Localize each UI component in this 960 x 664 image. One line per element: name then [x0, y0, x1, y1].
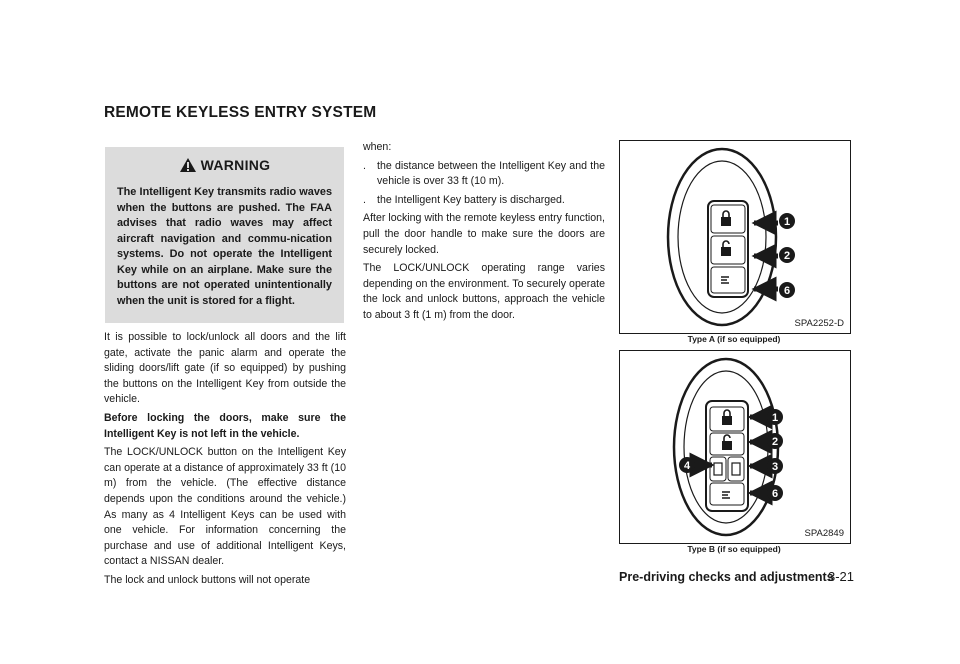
callout-marker [767, 485, 783, 501]
column-2 [363, 140, 605, 327]
callout-number: 1 [783, 216, 791, 228]
column-1 [104, 330, 346, 592]
bullet-item [363, 159, 605, 190]
paragraph: The LOCK/UNLOCK operating range varies depending on the environment. To securely operate the lock and unlock buttons, approach the vehicle to about 3 ft (1 m) from the door. [363, 262, 605, 321]
figure-type-b [619, 350, 851, 544]
figure-type-a [619, 140, 851, 334]
paragraph: when: [363, 141, 392, 153]
bullet-mark: . [363, 193, 366, 206]
callout-marker [767, 433, 783, 449]
caution-paragraph: Before locking the doors, make sure the Intelligent Key is not left in the vehicle. [104, 411, 346, 440]
bullet-text: the distance between the Intelligent Key and the vehicle is over 33 ft (10 m). [377, 159, 605, 188]
paragraph: It is possible to lock/unlock all doors and the lift gate, activate the panic alarm and operate the sliding doors/lift gate (if so equipped) by pushing the buttons on the Intelligent Key from outside the vehicle. [104, 331, 346, 406]
paragraph: The LOCK/UNLOCK button on the Intelligent Key can operate at a distance of approximately 33 ft (10 m) from the vehicle. (The effective distance depends upon the conditions around the vehicle.) As many as 4 Intelligent Keys can be used with one vehicle. For information concerning the purchase and use of additional Intelligent Keys, contact a NISSAN dealer. [104, 446, 346, 568]
callout-number: 1 [771, 412, 779, 424]
bullet-text: the Intelligent Key battery is discharged. [377, 193, 565, 206]
warning-box [105, 147, 344, 323]
paragraph: The lock and unlock buttons will not operate [104, 573, 311, 586]
page-number: 3-21 [828, 569, 855, 584]
figure-caption: Type A (if so equipped) [687, 334, 781, 344]
intelligent-key-type-b-illustration [620, 351, 850, 543]
warning-icon [179, 157, 197, 173]
bullet-mark: . [363, 159, 366, 172]
figure-code: SPA2252-D [794, 318, 844, 329]
callout-marker [779, 282, 795, 298]
callout-marker [679, 457, 695, 473]
warning-heading [105, 157, 344, 173]
paragraph: After locking with the remote keyless entry function, pull the door handle to make sure the doors are securely locked. [363, 212, 605, 256]
callout-number: 6 [771, 488, 779, 500]
callout-marker [779, 213, 795, 229]
figure-caption: Type B (if so equipped) [687, 544, 781, 554]
callout-marker [767, 409, 783, 425]
callout-number: 3 [771, 461, 779, 473]
callout-marker [779, 247, 795, 263]
callout-number: 4 [683, 460, 691, 472]
intelligent-key-type-a-illustration [620, 141, 850, 333]
warning-heading-text: WARNING [200, 157, 271, 173]
footer-section-title: Pre-driving checks and adjustments [619, 570, 834, 584]
callout-number: 6 [783, 285, 791, 297]
section-title: REMOTE KEYLESS ENTRY SYSTEM [104, 104, 377, 121]
callout-number: 2 [771, 436, 779, 448]
callout-number: 2 [783, 250, 791, 262]
figure-code: SPA2849 [804, 528, 844, 539]
warning-text: The Intelligent Key transmits radio waves when the buttons are pushed. The FAA advises that radio waves may affect aircraft navigation and commu-nication systems. Do not operate the Intelligent Key while on an airplane. Make sure the buttons are not operated unintentionally when the unit is stored for a flight. [117, 186, 332, 307]
bullet-item [363, 193, 605, 209]
callout-marker [767, 458, 783, 474]
